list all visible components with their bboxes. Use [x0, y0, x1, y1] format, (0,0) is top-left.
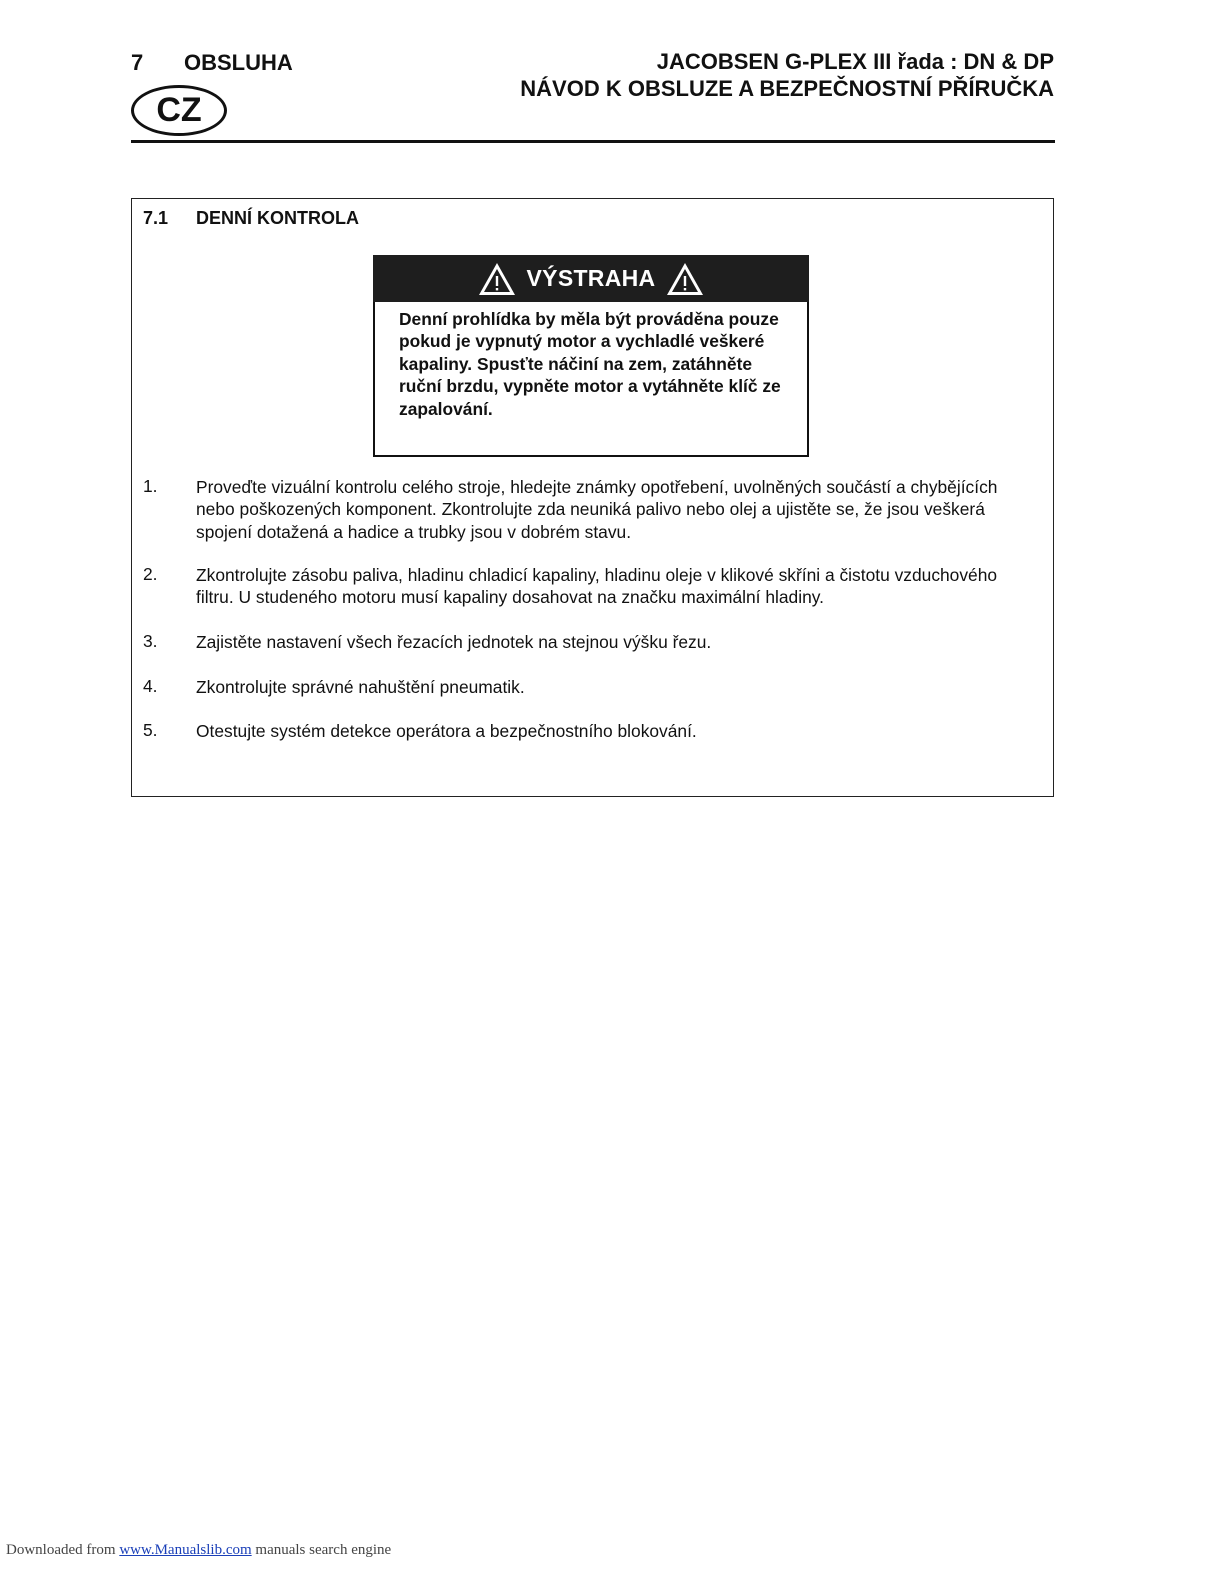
document-subtitle: NÁVOD K OBSLUZE A BEZPEČNOSTNÍ PŘÍRUČKA [520, 76, 1054, 101]
list-item-text: Proveďte vizuální kontrolu celého stroje, hledejte známky opotřebení, uvolněných součástí a chybějících nebo poškozených komponent. Zkontrolujte zda neuniká palivo nebo olej a ujistěte se, že jsou veškerá spojení dotažená a hadice a trubky jsou v dobrém stavu. [196, 477, 998, 542]
document-title: JACOBSEN G-PLEX III řada : DN & DP [656, 49, 1054, 74]
warning-title: VÝSTRAHA [526, 265, 656, 291]
list-item-number: 4. [143, 676, 158, 696]
list-item-text: Otestujte systém detekce operátora a bezpečnostního blokování. [196, 721, 697, 741]
header-divider [131, 140, 1055, 143]
list-item-number: 2. [143, 564, 158, 584]
footer-suffix: manuals search engine [255, 1542, 392, 1558]
chapter-number: 7 [131, 50, 144, 75]
language-badge: CZ [131, 85, 227, 136]
list-item-text: Zkontrolujte správné nahuštění pneumatik. [196, 677, 525, 697]
warning-text: Denní prohlídka by měla být prováděna pouze pokud je vypnutý motor a vychladlé veškeré kapaliny. Spusťte náčiní na zem, zatáhněte ruční brzdu, vypněte motor a vytáhněte klíč ze zapalování. [399, 309, 781, 419]
section-number: 7.1 [143, 208, 169, 228]
list-item-text: Zkontrolujte zásobu paliva, hladinu chladicí kapaliny, hladinu oleje v klikové skříni a čistotu vzduchového filtru. U studeného motoru musí kapaliny dosahovat na značku maximální hladiny. [196, 565, 998, 608]
chapter-title: OBSLUHA [184, 50, 293, 75]
list-item-number: 1. [143, 476, 158, 496]
warning-header [373, 255, 809, 302]
manualslib-link[interactable]: www.Manualslib.com [119, 1542, 252, 1558]
footer-prefix: Downloaded from [6, 1542, 116, 1558]
list-item-number: 5. [143, 720, 158, 740]
warning-triangle-icon [477, 261, 517, 297]
footer [6, 1542, 391, 1559]
section-title: DENNÍ KONTROLA [196, 208, 359, 228]
warning-triangle-icon [665, 261, 705, 297]
list-item-number: 3. [143, 631, 158, 651]
list-item-text: Zajistěte nastavení všech řezacích jednotek na stejnou výšku řezu. [196, 632, 712, 652]
